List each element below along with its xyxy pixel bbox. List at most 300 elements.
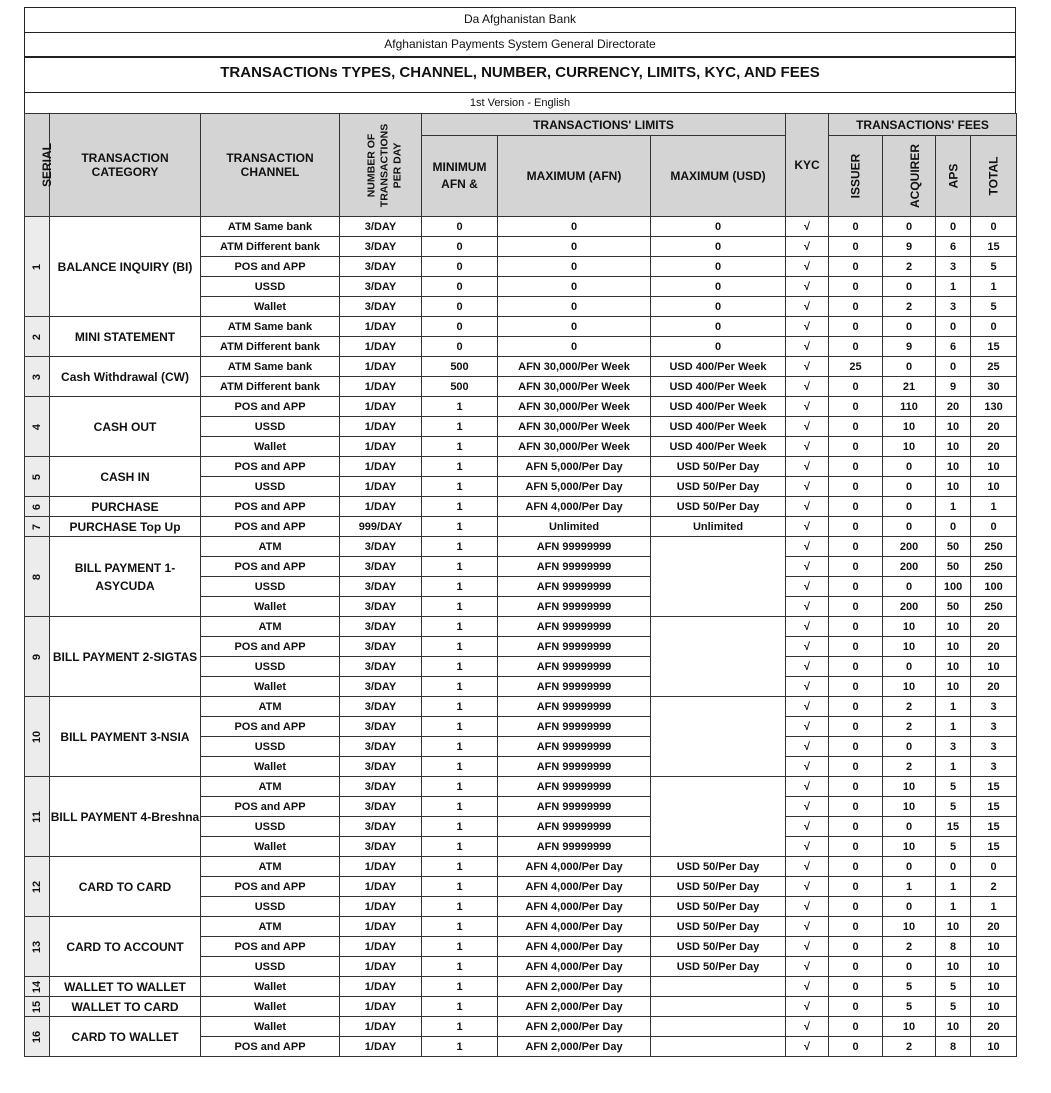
transactions-table bbox=[24, 113, 1017, 1057]
category-cell: BILL PAYMENT 1- ASYCUDA bbox=[50, 537, 201, 617]
max-usd-cell bbox=[651, 977, 786, 997]
issuer-cell: 0 bbox=[829, 217, 883, 237]
channel-cell: ATM bbox=[201, 917, 340, 937]
issuer-cell: 0 bbox=[829, 717, 883, 737]
number-cell: 1/DAY bbox=[340, 317, 422, 337]
category-cell: BILL PAYMENT 3-NSIA bbox=[50, 697, 201, 777]
channel-cell: Wallet bbox=[201, 437, 340, 457]
max-afn-cell: AFN 99999999 bbox=[498, 657, 651, 677]
category-cell: MINI STATEMENT bbox=[50, 317, 201, 357]
total-cell: 15 bbox=[971, 237, 1017, 257]
channel-cell: ATM bbox=[201, 777, 340, 797]
kyc-cell: √ bbox=[786, 857, 829, 877]
max-afn-cell: AFN 2,000/Per Day bbox=[498, 1037, 651, 1057]
serial-number: 1 bbox=[31, 263, 43, 270]
aps-cell: 0 bbox=[936, 517, 971, 537]
serial-cell bbox=[25, 777, 50, 857]
kyc-cell: √ bbox=[786, 697, 829, 717]
kyc-cell: √ bbox=[786, 517, 829, 537]
number-cell: 1/DAY bbox=[340, 397, 422, 417]
table-row bbox=[25, 517, 1017, 537]
category-cell: CASH IN bbox=[50, 457, 201, 497]
max-afn-cell: AFN 30,000/Per Week bbox=[498, 397, 651, 417]
kyc-cell: √ bbox=[786, 997, 829, 1017]
kyc-cell: √ bbox=[786, 597, 829, 617]
table-row bbox=[25, 457, 1017, 477]
kyc-cell: √ bbox=[786, 437, 829, 457]
max-usd-cell bbox=[651, 617, 786, 697]
category-cell: BILL PAYMENT 4-Breshna bbox=[50, 777, 201, 857]
channel-cell: Wallet bbox=[201, 597, 340, 617]
max-afn-cell: AFN 2,000/Per Day bbox=[498, 997, 651, 1017]
minimum-cell: 1 bbox=[422, 797, 498, 817]
header-channel: TRANSACTION CHANNEL bbox=[201, 114, 340, 217]
total-cell: 1 bbox=[971, 497, 1017, 517]
number-cell: 3/DAY bbox=[340, 817, 422, 837]
serial-number: 7 bbox=[31, 523, 43, 530]
total-cell: 0 bbox=[971, 217, 1017, 237]
issuer-cell: 0 bbox=[829, 597, 883, 617]
serial-number: 8 bbox=[31, 573, 43, 580]
max-afn-cell: AFN 99999999 bbox=[498, 757, 651, 777]
max-usd-cell bbox=[651, 697, 786, 777]
kyc-cell: √ bbox=[786, 757, 829, 777]
kyc-cell: √ bbox=[786, 317, 829, 337]
minimum-cell: 1 bbox=[422, 477, 498, 497]
category-cell: CASH OUT bbox=[50, 397, 201, 457]
number-cell: 3/DAY bbox=[340, 757, 422, 777]
minimum-cell: 0 bbox=[422, 297, 498, 317]
minimum-cell: 1 bbox=[422, 1037, 498, 1057]
acquirer-cell: 2 bbox=[883, 697, 936, 717]
number-cell: 1/DAY bbox=[340, 957, 422, 977]
total-cell: 20 bbox=[971, 617, 1017, 637]
kyc-cell: √ bbox=[786, 457, 829, 477]
max-afn-cell: AFN 99999999 bbox=[498, 837, 651, 857]
number-cell: 1/DAY bbox=[340, 897, 422, 917]
aps-cell: 20 bbox=[936, 397, 971, 417]
minimum-cell: 0 bbox=[422, 337, 498, 357]
number-cell: 999/DAY bbox=[340, 517, 422, 537]
aps-cell: 10 bbox=[936, 917, 971, 937]
max-afn-cell: AFN 99999999 bbox=[498, 817, 651, 837]
channel-cell: POS and APP bbox=[201, 557, 340, 577]
kyc-cell: √ bbox=[786, 737, 829, 757]
serial-cell bbox=[25, 857, 50, 917]
acquirer-cell: 10 bbox=[883, 437, 936, 457]
minimum-cell: 1 bbox=[422, 837, 498, 857]
number-cell: 3/DAY bbox=[340, 657, 422, 677]
channel-cell: ATM Different bank bbox=[201, 337, 340, 357]
kyc-cell: √ bbox=[786, 677, 829, 697]
aps-cell: 10 bbox=[936, 677, 971, 697]
minimum-cell: 1 bbox=[422, 597, 498, 617]
max-usd-cell: USD 50/Per Day bbox=[651, 937, 786, 957]
aps-cell: 50 bbox=[936, 557, 971, 577]
total-cell: 5 bbox=[971, 297, 1017, 317]
minimum-cell: 0 bbox=[422, 237, 498, 257]
kyc-cell: √ bbox=[786, 297, 829, 317]
aps-cell: 1 bbox=[936, 497, 971, 517]
total-cell: 15 bbox=[971, 797, 1017, 817]
issuer-cell: 0 bbox=[829, 977, 883, 997]
table-row bbox=[25, 497, 1017, 517]
total-cell: 20 bbox=[971, 637, 1017, 657]
issuer-cell: 0 bbox=[829, 257, 883, 277]
table-row bbox=[25, 1017, 1017, 1037]
acquirer-cell: 10 bbox=[883, 617, 936, 637]
minimum-cell: 1 bbox=[422, 717, 498, 737]
max-afn-cell: AFN 4,000/Per Day bbox=[498, 937, 651, 957]
total-cell: 15 bbox=[971, 337, 1017, 357]
acquirer-cell: 5 bbox=[883, 977, 936, 997]
issuer-cell: 0 bbox=[829, 1017, 883, 1037]
total-cell: 15 bbox=[971, 837, 1017, 857]
channel-cell: USSD bbox=[201, 897, 340, 917]
aps-cell: 9 bbox=[936, 377, 971, 397]
kyc-cell: √ bbox=[786, 957, 829, 977]
acquirer-cell: 10 bbox=[883, 837, 936, 857]
number-cell: 3/DAY bbox=[340, 677, 422, 697]
max-usd-cell: 0 bbox=[651, 277, 786, 297]
serial-number: 9 bbox=[31, 653, 43, 660]
issuer-cell: 0 bbox=[829, 497, 883, 517]
kyc-cell: √ bbox=[786, 237, 829, 257]
issuer-cell: 0 bbox=[829, 337, 883, 357]
minimum-cell: 1 bbox=[422, 497, 498, 517]
max-afn-cell: AFN 30,000/Per Week bbox=[498, 377, 651, 397]
total-cell: 0 bbox=[971, 517, 1017, 537]
total-cell: 0 bbox=[971, 317, 1017, 337]
kyc-cell: √ bbox=[786, 497, 829, 517]
total-cell: 10 bbox=[971, 657, 1017, 677]
minimum-cell: 1 bbox=[422, 917, 498, 937]
number-cell: 1/DAY bbox=[340, 917, 422, 937]
channel-cell: POS and APP bbox=[201, 797, 340, 817]
aps-cell: 1 bbox=[936, 897, 971, 917]
issuer-cell: 0 bbox=[829, 397, 883, 417]
serial-number: 11 bbox=[30, 810, 43, 823]
channel-cell: ATM Same bank bbox=[201, 217, 340, 237]
serial-cell bbox=[25, 397, 50, 457]
max-usd-cell: 0 bbox=[651, 237, 786, 257]
aps-cell: 5 bbox=[936, 797, 971, 817]
aps-cell: 1 bbox=[936, 757, 971, 777]
kyc-cell: √ bbox=[786, 397, 829, 417]
max-usd-cell: USD 50/Per Day bbox=[651, 917, 786, 937]
max-usd-cell: 0 bbox=[651, 317, 786, 337]
acquirer-cell: 9 bbox=[883, 237, 936, 257]
number-cell: 1/DAY bbox=[340, 877, 422, 897]
number-cell: 1/DAY bbox=[340, 437, 422, 457]
issuer-cell: 0 bbox=[829, 677, 883, 697]
acquirer-cell: 10 bbox=[883, 677, 936, 697]
number-cell: 3/DAY bbox=[340, 557, 422, 577]
max-usd-cell: 0 bbox=[651, 217, 786, 237]
aps-cell: 10 bbox=[936, 637, 971, 657]
issuer-cell: 0 bbox=[829, 377, 883, 397]
max-usd-cell bbox=[651, 997, 786, 1017]
serial-cell bbox=[25, 357, 50, 397]
channel-cell: ATM bbox=[201, 857, 340, 877]
max-usd-cell bbox=[651, 1017, 786, 1037]
header-aps: APS bbox=[936, 136, 971, 217]
issuer-cell: 0 bbox=[829, 797, 883, 817]
acquirer-cell: 2 bbox=[883, 1037, 936, 1057]
channel-cell: POS and APP bbox=[201, 937, 340, 957]
kyc-cell: √ bbox=[786, 877, 829, 897]
serial-cell bbox=[25, 497, 50, 517]
total-cell: 250 bbox=[971, 557, 1017, 577]
max-usd-cell: USD 400/Per Week bbox=[651, 437, 786, 457]
max-afn-cell: 0 bbox=[498, 277, 651, 297]
max-afn-cell: 0 bbox=[498, 217, 651, 237]
channel-cell: Wallet bbox=[201, 757, 340, 777]
category-cell: WALLET TO CARD bbox=[50, 997, 201, 1017]
total-cell: 10 bbox=[971, 977, 1017, 997]
max-afn-cell: AFN 99999999 bbox=[498, 597, 651, 617]
kyc-cell: √ bbox=[786, 217, 829, 237]
issuer-cell: 0 bbox=[829, 857, 883, 877]
total-cell: 25 bbox=[971, 357, 1017, 377]
max-afn-cell: AFN 30,000/Per Week bbox=[498, 437, 651, 457]
table-row bbox=[25, 217, 1017, 237]
number-cell: 3/DAY bbox=[340, 617, 422, 637]
total-cell: 3 bbox=[971, 697, 1017, 717]
channel-cell: POS and APP bbox=[201, 257, 340, 277]
total-cell: 3 bbox=[971, 737, 1017, 757]
header-number: NUMBER OF TRANSACTIONS PER DAY bbox=[340, 114, 422, 217]
issuer-cell: 0 bbox=[829, 557, 883, 577]
aps-cell: 5 bbox=[936, 997, 971, 1017]
acquirer-cell: 0 bbox=[883, 957, 936, 977]
acquirer-cell: 0 bbox=[883, 317, 936, 337]
max-usd-cell: USD 50/Per Day bbox=[651, 897, 786, 917]
minimum-cell: 1 bbox=[422, 977, 498, 997]
max-afn-cell: Unlimited bbox=[498, 517, 651, 537]
kyc-cell: √ bbox=[786, 537, 829, 557]
aps-cell: 1 bbox=[936, 697, 971, 717]
acquirer-cell: 0 bbox=[883, 517, 936, 537]
minimum-cell: 0 bbox=[422, 317, 498, 337]
minimum-cell: 1 bbox=[422, 737, 498, 757]
kyc-cell: √ bbox=[786, 1017, 829, 1037]
kyc-cell: √ bbox=[786, 577, 829, 597]
number-cell: 1/DAY bbox=[340, 417, 422, 437]
number-cell: 3/DAY bbox=[340, 837, 422, 857]
max-usd-cell: 0 bbox=[651, 337, 786, 357]
serial-number: 16 bbox=[31, 1030, 43, 1043]
acquirer-cell: 0 bbox=[883, 477, 936, 497]
acquirer-cell: 10 bbox=[883, 417, 936, 437]
number-cell: 1/DAY bbox=[340, 457, 422, 477]
max-usd-cell: USD 50/Per Day bbox=[651, 497, 786, 517]
kyc-cell: √ bbox=[786, 557, 829, 577]
channel-cell: ATM Same bank bbox=[201, 357, 340, 377]
max-usd-cell: USD 50/Per Day bbox=[651, 877, 786, 897]
max-afn-cell: AFN 4,000/Per Day bbox=[498, 497, 651, 517]
minimum-cell: 0 bbox=[422, 277, 498, 297]
minimum-cell: 1 bbox=[422, 937, 498, 957]
max-afn-cell: AFN 2,000/Per Day bbox=[498, 977, 651, 997]
minimum-cell: 1 bbox=[422, 417, 498, 437]
max-afn-cell: AFN 4,000/Per Day bbox=[498, 917, 651, 937]
max-afn-cell: AFN 2,000/Per Day bbox=[498, 1017, 651, 1037]
table-row bbox=[25, 917, 1017, 937]
issuer-cell: 0 bbox=[829, 517, 883, 537]
acquirer-cell: 0 bbox=[883, 657, 936, 677]
acquirer-cell: 200 bbox=[883, 597, 936, 617]
channel-cell: USSD bbox=[201, 737, 340, 757]
minimum-cell: 1 bbox=[422, 517, 498, 537]
serial-cell bbox=[25, 997, 50, 1017]
acquirer-cell: 110 bbox=[883, 397, 936, 417]
minimum-cell: 1 bbox=[422, 577, 498, 597]
max-afn-cell: AFN 99999999 bbox=[498, 537, 651, 557]
fee-schedule-document bbox=[24, 7, 1016, 1057]
acquirer-cell: 0 bbox=[883, 737, 936, 757]
issuer-cell: 0 bbox=[829, 537, 883, 557]
table-row bbox=[25, 977, 1017, 997]
aps-cell: 0 bbox=[936, 217, 971, 237]
channel-cell: POS and APP bbox=[201, 497, 340, 517]
acquirer-cell: 2 bbox=[883, 297, 936, 317]
minimum-cell: 0 bbox=[422, 217, 498, 237]
minimum-cell: 1 bbox=[422, 437, 498, 457]
serial-number: 3 bbox=[31, 373, 43, 380]
number-cell: 1/DAY bbox=[340, 357, 422, 377]
channel-cell: POS and APP bbox=[201, 397, 340, 417]
acquirer-cell: 200 bbox=[883, 537, 936, 557]
number-cell: 1/DAY bbox=[340, 857, 422, 877]
serial-number: 10 bbox=[31, 730, 43, 743]
aps-cell: 10 bbox=[936, 417, 971, 437]
directorate-name: Afghanistan Payments System General Directorate bbox=[24, 32, 1016, 56]
header-kyc: KYC bbox=[786, 114, 829, 217]
aps-cell: 3 bbox=[936, 297, 971, 317]
total-cell: 30 bbox=[971, 377, 1017, 397]
issuer-cell: 25 bbox=[829, 357, 883, 377]
max-usd-cell: Unlimited bbox=[651, 517, 786, 537]
channel-cell: POS and APP bbox=[201, 517, 340, 537]
aps-cell: 0 bbox=[936, 357, 971, 377]
number-cell: 3/DAY bbox=[340, 597, 422, 617]
minimum-cell: 1 bbox=[422, 657, 498, 677]
total-cell: 20 bbox=[971, 437, 1017, 457]
aps-cell: 0 bbox=[936, 857, 971, 877]
issuer-cell: 0 bbox=[829, 937, 883, 957]
acquirer-cell: 0 bbox=[883, 577, 936, 597]
total-cell: 2 bbox=[971, 877, 1017, 897]
serial-number: 15 bbox=[31, 1000, 43, 1013]
aps-cell: 6 bbox=[936, 337, 971, 357]
issuer-cell: 0 bbox=[829, 917, 883, 937]
channel-cell: ATM Different bank bbox=[201, 237, 340, 257]
total-cell: 100 bbox=[971, 577, 1017, 597]
category-cell: PURCHASE bbox=[50, 497, 201, 517]
aps-cell: 10 bbox=[936, 617, 971, 637]
max-usd-cell: USD 400/Per Week bbox=[651, 417, 786, 437]
number-cell: 3/DAY bbox=[340, 297, 422, 317]
total-cell: 130 bbox=[971, 397, 1017, 417]
max-afn-cell: AFN 4,000/Per Day bbox=[498, 957, 651, 977]
issuer-cell: 0 bbox=[829, 317, 883, 337]
kyc-cell: √ bbox=[786, 257, 829, 277]
channel-cell: POS and APP bbox=[201, 1037, 340, 1057]
issuer-cell: 0 bbox=[829, 657, 883, 677]
aps-cell: 3 bbox=[936, 737, 971, 757]
serial-cell bbox=[25, 537, 50, 617]
serial-number: 13 bbox=[31, 940, 43, 953]
acquirer-cell: 5 bbox=[883, 997, 936, 1017]
total-cell: 15 bbox=[971, 777, 1017, 797]
minimum-cell: 1 bbox=[422, 457, 498, 477]
channel-cell: POS and APP bbox=[201, 877, 340, 897]
max-afn-cell: AFN 4,000/Per Day bbox=[498, 857, 651, 877]
number-cell: 3/DAY bbox=[340, 277, 422, 297]
issuer-cell: 0 bbox=[829, 277, 883, 297]
max-afn-cell: AFN 30,000/Per Week bbox=[498, 357, 651, 377]
number-cell: 3/DAY bbox=[340, 537, 422, 557]
bank-name: Da Afghanistan Bank bbox=[24, 7, 1016, 32]
max-usd-cell: USD 400/Per Week bbox=[651, 397, 786, 417]
channel-cell: Wallet bbox=[201, 677, 340, 697]
number-cell: 1/DAY bbox=[340, 477, 422, 497]
kyc-cell: √ bbox=[786, 977, 829, 997]
issuer-cell: 0 bbox=[829, 437, 883, 457]
aps-cell: 8 bbox=[936, 937, 971, 957]
aps-cell: 10 bbox=[936, 957, 971, 977]
category-cell: PURCHASE Top Up bbox=[50, 517, 201, 537]
max-afn-cell: 0 bbox=[498, 237, 651, 257]
kyc-cell: √ bbox=[786, 657, 829, 677]
total-cell: 20 bbox=[971, 417, 1017, 437]
acquirer-cell: 2 bbox=[883, 257, 936, 277]
channel-cell: Wallet bbox=[201, 297, 340, 317]
kyc-cell: √ bbox=[786, 837, 829, 857]
total-cell: 10 bbox=[971, 997, 1017, 1017]
max-usd-cell: USD 400/Per Week bbox=[651, 377, 786, 397]
issuer-cell: 0 bbox=[829, 417, 883, 437]
kyc-cell: √ bbox=[786, 1037, 829, 1057]
aps-cell: 8 bbox=[936, 1037, 971, 1057]
issuer-cell: 0 bbox=[829, 737, 883, 757]
max-afn-cell: AFN 4,000/Per Day bbox=[498, 877, 651, 897]
number-cell: 1/DAY bbox=[340, 337, 422, 357]
kyc-cell: √ bbox=[786, 777, 829, 797]
issuer-cell: 0 bbox=[829, 457, 883, 477]
max-afn-cell: AFN 99999999 bbox=[498, 777, 651, 797]
number-cell: 1/DAY bbox=[340, 997, 422, 1017]
issuer-cell: 0 bbox=[829, 897, 883, 917]
minimum-cell: 1 bbox=[422, 537, 498, 557]
aps-cell: 10 bbox=[936, 437, 971, 457]
max-afn-cell: AFN 99999999 bbox=[498, 617, 651, 637]
kyc-cell: √ bbox=[786, 817, 829, 837]
issuer-cell: 0 bbox=[829, 957, 883, 977]
issuer-cell: 0 bbox=[829, 637, 883, 657]
max-usd-cell: 0 bbox=[651, 257, 786, 277]
channel-cell: ATM bbox=[201, 537, 340, 557]
minimum-cell: 1 bbox=[422, 637, 498, 657]
aps-cell: 0 bbox=[936, 317, 971, 337]
number-cell: 3/DAY bbox=[340, 777, 422, 797]
max-usd-cell: USD 50/Per Day bbox=[651, 477, 786, 497]
aps-cell: 10 bbox=[936, 457, 971, 477]
issuer-cell: 0 bbox=[829, 757, 883, 777]
total-cell: 10 bbox=[971, 457, 1017, 477]
minimum-cell: 1 bbox=[422, 877, 498, 897]
